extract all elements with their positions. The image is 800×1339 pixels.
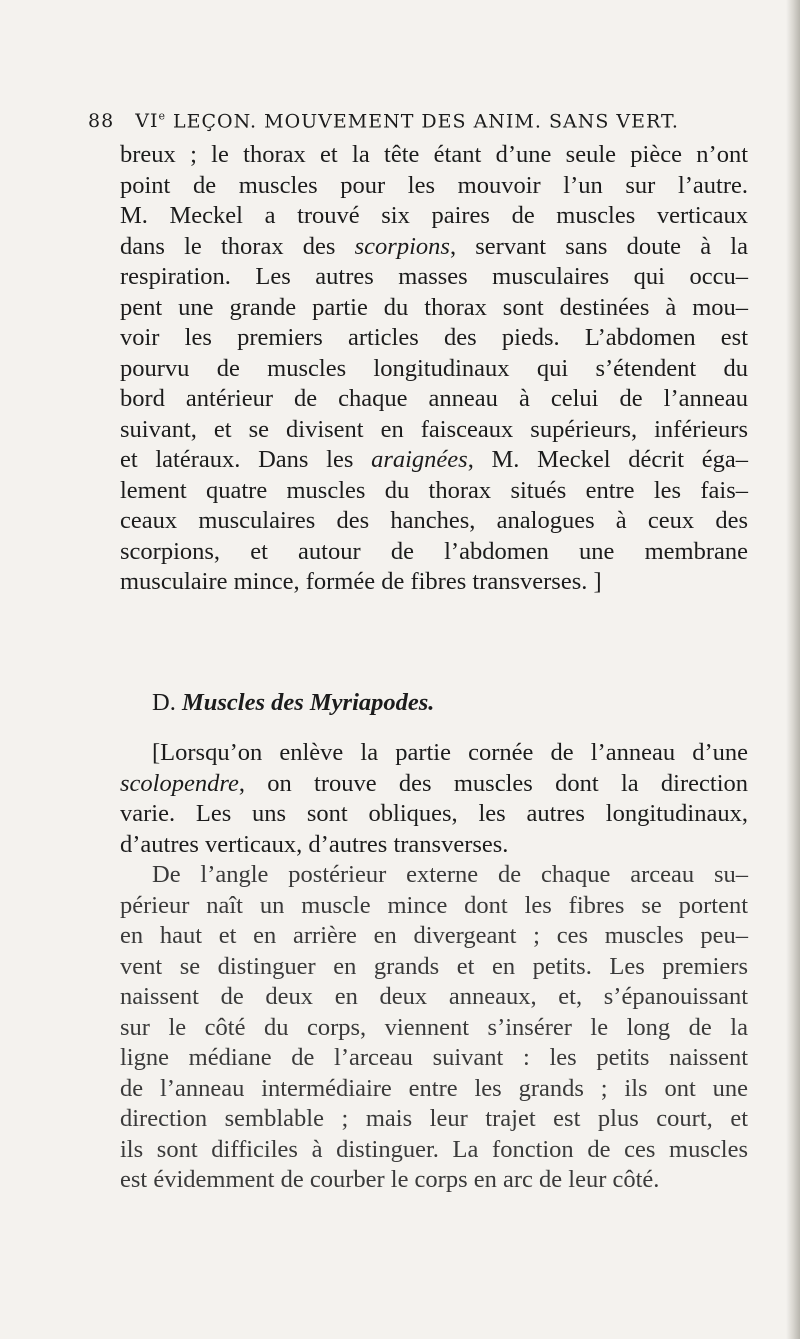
text-line: périeur naît un muscle mince dont les fibres se portent xyxy=(120,891,748,919)
text-line: ils sont difficiles à distinguer. La fonction de ces muscles xyxy=(120,1135,748,1163)
text-line: en haut et en arrière en divergeant ; ces muscles peu– xyxy=(120,922,748,949)
text-line: et latéraux. Dans les araignées, M. Meckel décrit éga– xyxy=(120,446,748,473)
text-line: varie. Les uns sont obliques, les autres longitudinaux, xyxy=(120,800,748,827)
lecon-number: VIe xyxy=(135,110,166,133)
text-line: ceaux musculaires des hanches, analogues à ceux des xyxy=(120,507,748,534)
text-line: pourvu de muscles longitudinaux qui s’étendent du xyxy=(120,354,748,382)
text-line: lement quatre muscles du thorax situés entre les fais– xyxy=(120,476,748,504)
text-line: scorpions, et autour de l’abdomen une membrane xyxy=(120,537,748,565)
text-line: M. Meckel a trouvé six paires de muscles verticaux xyxy=(120,202,748,229)
text-line: est évidemment de courber le corps en arc de leur côté. xyxy=(120,1166,660,1193)
text-line: scolopendre, on trouve des muscles dont la direction xyxy=(120,769,748,797)
text-line: de l’anneau intermédiaire entre les grands ; ils ont une xyxy=(120,1074,748,1102)
text-line: suivant, et se divisent en faisceaux supérieurs, inférieurs xyxy=(120,415,748,443)
italic-term: scorpions xyxy=(354,232,450,260)
text-line: pent une grande partie du thorax sont destinées à mou– xyxy=(120,293,748,321)
italic-term: araignées xyxy=(371,446,468,473)
paragraph-1 xyxy=(120,140,748,598)
header-title: LEÇON. MOUVEMENT DES ANIM. SANS VERT. xyxy=(173,110,679,133)
italic-term: scolopendre xyxy=(120,769,239,797)
text-line: dans le thorax des scorpions, servant sans doute à la xyxy=(120,232,748,260)
page-edge-shadow xyxy=(786,0,800,1339)
text-line: vent se distinguer en grands et en petits. Les premiers xyxy=(120,952,748,980)
section-letter: D. xyxy=(152,689,176,716)
section-heading xyxy=(152,689,434,717)
paragraph-3 xyxy=(120,860,748,1196)
text-line: point de muscles pour les mouvoir l’un sur l’autre. xyxy=(120,171,748,199)
page-number: 88 xyxy=(88,110,115,133)
text-line: d’autres verticaux, d’autres transverses. xyxy=(120,830,509,858)
text-line: ligne médiane de l’arceau suivant : les petits naissent xyxy=(120,1044,748,1071)
text-line: naissent de deux en deux anneaux, et, s’épanouissant xyxy=(120,983,748,1010)
text-line: musculaire mince, formée de fibres transverses. ] xyxy=(120,568,602,595)
text-line: direction semblable ; mais leur trajet est plus court, et xyxy=(120,1105,748,1132)
text-line: De l’angle postérieur externe de chaque arceau su– xyxy=(152,861,748,888)
text-line: [Lorsqu’on enlève la partie cornée de l’anneau d’une xyxy=(152,739,748,766)
text-line: bord antérieur de chaque anneau à celui de l’anneau xyxy=(120,385,748,412)
paragraph-2 xyxy=(120,738,748,860)
text-line: voir les premiers articles des pieds. L’abdomen est xyxy=(120,324,748,351)
running-header xyxy=(88,110,718,132)
section-title: Muscles des Myriapodes. xyxy=(181,689,435,716)
text-line: respiration. Les autres masses musculaires qui occu– xyxy=(120,263,748,290)
text-line: sur le côté du corps, viennent s’insérer le long de la xyxy=(120,1013,748,1041)
text-line: breux ; le thorax et la tête étant d’une seule pièce n’ont xyxy=(120,141,748,168)
